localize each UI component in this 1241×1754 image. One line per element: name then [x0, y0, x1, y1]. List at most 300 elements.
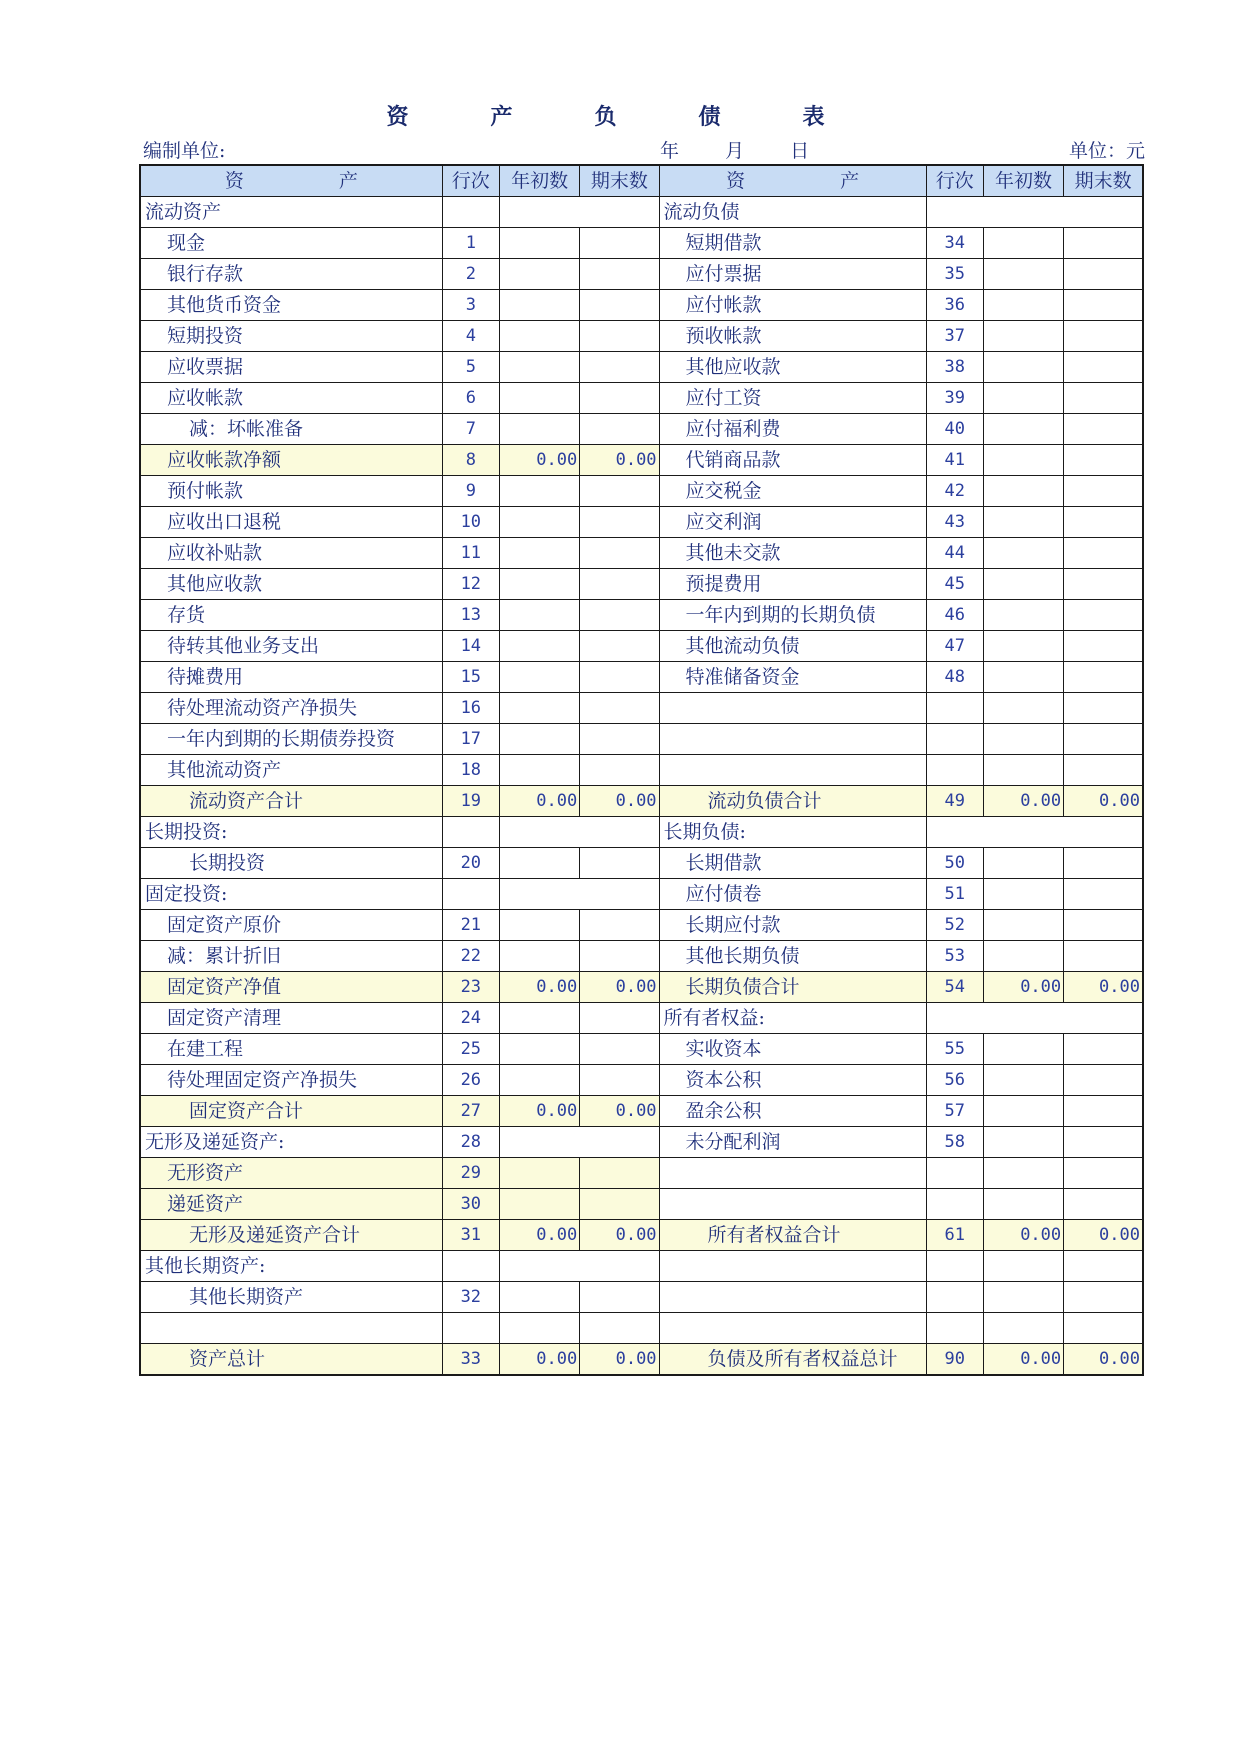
- liability-begin-value[interactable]: [983, 1189, 1063, 1220]
- asset-row-number: 17: [442, 724, 499, 755]
- liability-end-value[interactable]: [1064, 1127, 1143, 1158]
- table-body: [140, 197, 1143, 1376]
- asset-item-label: 应收出口退税: [140, 507, 442, 538]
- asset-begin-value[interactable]: [499, 538, 579, 569]
- liability-end-value[interactable]: [1064, 1158, 1143, 1189]
- liability-begin-value[interactable]: [983, 1251, 1063, 1282]
- liability-end-value[interactable]: [1064, 848, 1143, 879]
- asset-item-label: 流动资产合计: [140, 786, 442, 817]
- asset-item-label: 银行存款: [140, 259, 442, 290]
- asset-row-number: [442, 1313, 499, 1344]
- liability-begin-value[interactable]: [983, 631, 1063, 662]
- asset-item-label: 流动资产: [140, 197, 442, 228]
- liability-begin-value[interactable]: [983, 1313, 1063, 1344]
- liability-end-value[interactable]: [1064, 1034, 1143, 1065]
- asset-begin-value[interactable]: [499, 1282, 579, 1313]
- asset-row-number: [442, 1251, 499, 1282]
- asset-row-number: 2: [442, 259, 499, 290]
- liability-begin-value[interactable]: [983, 507, 1063, 538]
- liability-row-number: 46: [926, 600, 983, 631]
- asset-item-label: 一年内到期的长期债券投资: [140, 724, 442, 755]
- liability-begin-value[interactable]: [983, 724, 1063, 755]
- asset-end-value[interactable]: [580, 290, 659, 321]
- liability-item-label: 一年内到期的长期负债: [659, 600, 926, 631]
- asset-begin-value[interactable]: 0.00: [499, 1096, 579, 1127]
- asset-begin-value[interactable]: 0.00: [499, 445, 579, 476]
- asset-item-label: 应收帐款: [140, 383, 442, 414]
- liability-end-value[interactable]: [1064, 445, 1143, 476]
- liability-end-value[interactable]: [1064, 1251, 1143, 1282]
- asset-begin-value[interactable]: [499, 569, 579, 600]
- liability-item-label: 应交税金: [659, 476, 926, 507]
- asset-begin-value[interactable]: [499, 414, 579, 445]
- table-row: [140, 383, 1143, 414]
- asset-end-value[interactable]: [580, 1313, 659, 1344]
- liability-begin-value[interactable]: 0.00: [983, 1220, 1063, 1251]
- asset-row-number: 1: [442, 228, 499, 259]
- liability-end-value[interactable]: [1064, 693, 1143, 724]
- asset-row-number: 5: [442, 352, 499, 383]
- asset-end-value[interactable]: [580, 383, 659, 414]
- liability-end-value[interactable]: [1064, 414, 1143, 445]
- asset-end-value[interactable]: [580, 414, 659, 445]
- liability-begin-value[interactable]: [983, 321, 1063, 352]
- liability-item-label: 资本公积: [659, 1065, 926, 1096]
- asset-item-label: 资产总计: [140, 1344, 442, 1376]
- asset-end-value[interactable]: [580, 1034, 659, 1065]
- asset-begin-value[interactable]: [499, 228, 579, 259]
- liability-end-value[interactable]: [1064, 476, 1143, 507]
- asset-begin-value[interactable]: [499, 352, 579, 383]
- asset-item-label: 固定资产清理: [140, 1003, 442, 1034]
- asset-row-number: 31: [442, 1220, 499, 1251]
- liability-item-label: 其他未交款: [659, 538, 926, 569]
- balance-sheet-table: [139, 164, 1144, 1376]
- liability-item-label: 负债及所有者权益总计: [659, 1344, 926, 1376]
- table-row: [140, 724, 1143, 755]
- liability-begin-value[interactable]: 0.00: [983, 1344, 1063, 1376]
- header-end-balance-2: 期末数: [1064, 165, 1143, 197]
- liability-item-label: [659, 1158, 926, 1189]
- asset-end-value[interactable]: [580, 321, 659, 352]
- asset-end-value[interactable]: 0.00: [580, 1344, 659, 1376]
- liability-row-number: 37: [926, 321, 983, 352]
- table-row: [140, 228, 1143, 259]
- liability-row-number: [926, 755, 983, 786]
- table-row: [140, 1251, 1143, 1282]
- liability-row-number: 47: [926, 631, 983, 662]
- asset-begin-value[interactable]: [499, 600, 579, 631]
- liability-row-number: 38: [926, 352, 983, 383]
- asset-item-label: 固定投资:: [140, 879, 442, 910]
- liability-begin-value[interactable]: 0.00: [983, 972, 1063, 1003]
- asset-row-number: 18: [442, 755, 499, 786]
- liability-row-number: 44: [926, 538, 983, 569]
- liability-end-value[interactable]: [1064, 228, 1143, 259]
- liability-row-number: 51: [926, 879, 983, 910]
- liability-begin-value[interactable]: [983, 352, 1063, 383]
- asset-end-value[interactable]: 0.00: [580, 445, 659, 476]
- asset-row-number: 14: [442, 631, 499, 662]
- asset-row-number: 30: [442, 1189, 499, 1220]
- liability-end-value[interactable]: [1064, 879, 1143, 910]
- table-row: [140, 631, 1143, 662]
- liability-section-blank: [926, 817, 1143, 848]
- liability-begin-value[interactable]: [983, 445, 1063, 476]
- asset-item-label: 存货: [140, 600, 442, 631]
- asset-end-value[interactable]: [580, 755, 659, 786]
- asset-end-value[interactable]: [580, 662, 659, 693]
- asset-section-blank: [499, 1127, 659, 1158]
- asset-end-value[interactable]: [580, 600, 659, 631]
- asset-end-value[interactable]: [580, 693, 659, 724]
- asset-item-label: 其他长期资产: [140, 1282, 442, 1313]
- liability-end-value[interactable]: [1064, 1189, 1143, 1220]
- liability-begin-value[interactable]: [983, 1065, 1063, 1096]
- asset-end-value[interactable]: [580, 724, 659, 755]
- asset-row-number: [442, 817, 499, 848]
- date-year: 年: [660, 140, 680, 162]
- asset-end-value[interactable]: [580, 507, 659, 538]
- asset-end-value[interactable]: [580, 1065, 659, 1096]
- liability-row-number: 41: [926, 445, 983, 476]
- table-row: [140, 848, 1143, 879]
- table-row: [140, 1065, 1143, 1096]
- header-liability: 资 产: [659, 165, 926, 197]
- asset-item-label: 待摊费用: [140, 662, 442, 693]
- liability-end-value[interactable]: [1064, 755, 1143, 786]
- liability-row-number: 49: [926, 786, 983, 817]
- asset-item-label: 其他长期资产:: [140, 1251, 442, 1282]
- asset-end-value[interactable]: [580, 631, 659, 662]
- liability-begin-value[interactable]: [983, 1127, 1063, 1158]
- asset-end-value[interactable]: [580, 1003, 659, 1034]
- asset-end-value[interactable]: 0.00: [580, 786, 659, 817]
- liability-begin-value[interactable]: [983, 1282, 1063, 1313]
- asset-end-value[interactable]: [580, 848, 659, 879]
- liability-begin-value[interactable]: [983, 569, 1063, 600]
- liability-item-label: 代销商品款: [659, 445, 926, 476]
- liability-item-label: 未分配利润: [659, 1127, 926, 1158]
- liability-begin-value[interactable]: [983, 1096, 1063, 1127]
- liability-row-number: 58: [926, 1127, 983, 1158]
- liability-row-number: 54: [926, 972, 983, 1003]
- table-row: [140, 1158, 1143, 1189]
- asset-begin-value[interactable]: [499, 631, 579, 662]
- liability-section-blank: [926, 197, 1143, 228]
- liability-begin-value[interactable]: [983, 600, 1063, 631]
- table-row: [140, 445, 1143, 476]
- asset-row-number: 28: [442, 1127, 499, 1158]
- liability-row-number: 39: [926, 383, 983, 414]
- liability-row-number: 42: [926, 476, 983, 507]
- table-row: [140, 941, 1143, 972]
- liability-item-label: 长期借款: [659, 848, 926, 879]
- asset-item-label: 递延资产: [140, 1189, 442, 1220]
- liability-row-number: 40: [926, 414, 983, 445]
- asset-begin-value[interactable]: [499, 724, 579, 755]
- asset-begin-value[interactable]: [499, 1003, 579, 1034]
- table-row: [140, 693, 1143, 724]
- liability-item-label: 所有者权益合计: [659, 1220, 926, 1251]
- liability-end-value[interactable]: [1064, 259, 1143, 290]
- table-row: [140, 476, 1143, 507]
- liability-end-value[interactable]: [1064, 538, 1143, 569]
- liability-end-value[interactable]: [1064, 941, 1143, 972]
- asset-section-blank: [499, 879, 659, 910]
- liability-end-value[interactable]: [1064, 383, 1143, 414]
- asset-row-number: 19: [442, 786, 499, 817]
- table-row: [140, 786, 1143, 817]
- asset-row-number: 29: [442, 1158, 499, 1189]
- liability-row-number: [926, 1251, 983, 1282]
- asset-begin-value[interactable]: [499, 383, 579, 414]
- asset-begin-value[interactable]: [499, 1313, 579, 1344]
- asset-end-value[interactable]: 0.00: [580, 1096, 659, 1127]
- asset-item-label: 预付帐款: [140, 476, 442, 507]
- table-row: [140, 1282, 1143, 1313]
- liability-end-value[interactable]: [1064, 1282, 1143, 1313]
- asset-end-value[interactable]: [580, 1189, 659, 1220]
- liability-row-number: 56: [926, 1065, 983, 1096]
- asset-begin-value[interactable]: [499, 755, 579, 786]
- asset-row-number: 27: [442, 1096, 499, 1127]
- asset-row-number: 15: [442, 662, 499, 693]
- asset-begin-value[interactable]: [499, 693, 579, 724]
- asset-item-label: 在建工程: [140, 1034, 442, 1065]
- liability-begin-value[interactable]: [983, 259, 1063, 290]
- asset-item-label: 应收补贴款: [140, 538, 442, 569]
- table-row: [140, 600, 1143, 631]
- asset-row-number: 33: [442, 1344, 499, 1376]
- table-row: [140, 352, 1143, 383]
- header-row-number: 行次: [442, 165, 499, 197]
- liability-end-value[interactable]: [1064, 910, 1143, 941]
- asset-end-value[interactable]: [580, 228, 659, 259]
- liability-row-number: 48: [926, 662, 983, 693]
- liability-end-value[interactable]: [1064, 507, 1143, 538]
- liability-end-value[interactable]: 0.00: [1064, 972, 1143, 1003]
- liability-item-label: 预收帐款: [659, 321, 926, 352]
- asset-begin-value[interactable]: [499, 910, 579, 941]
- liability-row-number: [926, 1313, 983, 1344]
- liability-row-number: [926, 1158, 983, 1189]
- liability-row-number: 53: [926, 941, 983, 972]
- table-row: [140, 879, 1143, 910]
- asset-item-label: 现金: [140, 228, 442, 259]
- asset-begin-value[interactable]: [499, 1065, 579, 1096]
- asset-end-value[interactable]: [580, 259, 659, 290]
- asset-row-number: 12: [442, 569, 499, 600]
- table-row: [140, 197, 1143, 228]
- asset-item-label: 无形及递延资产合计: [140, 1220, 442, 1251]
- header-end-balance: 期末数: [580, 165, 659, 197]
- asset-end-value[interactable]: 0.00: [580, 972, 659, 1003]
- liability-begin-value[interactable]: [983, 414, 1063, 445]
- liability-row-number: 52: [926, 910, 983, 941]
- liability-row-number: 45: [926, 569, 983, 600]
- asset-item-label: 待处理固定资产净损失: [140, 1065, 442, 1096]
- table-row: [140, 538, 1143, 569]
- liability-begin-value[interactable]: 0.00: [983, 786, 1063, 817]
- liability-item-label: 应付债卷: [659, 879, 926, 910]
- liability-item-label: 实收资本: [659, 1034, 926, 1065]
- report-date: [660, 136, 849, 163]
- asset-begin-value[interactable]: [499, 941, 579, 972]
- liability-end-value[interactable]: [1064, 1096, 1143, 1127]
- liability-item-label: 应付工资: [659, 383, 926, 414]
- asset-begin-value[interactable]: [499, 1189, 579, 1220]
- asset-row-number: 20: [442, 848, 499, 879]
- asset-end-value[interactable]: [580, 941, 659, 972]
- asset-section-blank: [499, 197, 659, 228]
- liability-section-blank: [926, 1003, 1143, 1034]
- asset-section-blank: [499, 817, 659, 848]
- liability-row-number: [926, 693, 983, 724]
- asset-item-label: 应收帐款净额: [140, 445, 442, 476]
- asset-end-value[interactable]: [580, 569, 659, 600]
- sheet-title: 资 产 负 债 表: [386, 105, 855, 130]
- asset-row-number: 24: [442, 1003, 499, 1034]
- liability-end-value[interactable]: [1064, 321, 1143, 352]
- liability-begin-value[interactable]: [983, 290, 1063, 321]
- liability-begin-value[interactable]: [983, 228, 1063, 259]
- liability-end-value[interactable]: 0.00: [1064, 1344, 1143, 1376]
- liability-end-value[interactable]: [1064, 1065, 1143, 1096]
- liability-end-value[interactable]: [1064, 569, 1143, 600]
- asset-end-value[interactable]: [580, 910, 659, 941]
- asset-item-label: 固定资产原价: [140, 910, 442, 941]
- asset-end-value[interactable]: [580, 352, 659, 383]
- liability-end-value[interactable]: [1064, 1313, 1143, 1344]
- asset-item-label: 无形资产: [140, 1158, 442, 1189]
- liability-begin-value[interactable]: [983, 848, 1063, 879]
- liability-end-value[interactable]: 0.00: [1064, 786, 1143, 817]
- liability-begin-value[interactable]: [983, 693, 1063, 724]
- liability-end-value[interactable]: [1064, 724, 1143, 755]
- liability-item-label: [659, 693, 926, 724]
- asset-begin-value[interactable]: [499, 1158, 579, 1189]
- liability-item-label: 应付福利费: [659, 414, 926, 445]
- liability-end-value[interactable]: 0.00: [1064, 1220, 1143, 1251]
- liability-begin-value[interactable]: [983, 755, 1063, 786]
- header-begin-balance-2: 年初数: [983, 165, 1063, 197]
- date-month: 月: [725, 140, 745, 162]
- asset-begin-value[interactable]: [499, 848, 579, 879]
- table-row: [140, 972, 1143, 1003]
- table-row: [140, 1313, 1143, 1344]
- asset-end-value[interactable]: [580, 1158, 659, 1189]
- liability-end-value[interactable]: [1064, 352, 1143, 383]
- asset-row-number: 13: [442, 600, 499, 631]
- liability-row-number: [926, 1189, 983, 1220]
- liability-end-value[interactable]: [1064, 290, 1143, 321]
- liability-begin-value[interactable]: [983, 1158, 1063, 1189]
- liability-begin-value[interactable]: [983, 538, 1063, 569]
- asset-row-number: 8: [442, 445, 499, 476]
- liability-begin-value[interactable]: [983, 879, 1063, 910]
- asset-item-label: [140, 1313, 442, 1344]
- liability-row-number: 55: [926, 1034, 983, 1065]
- asset-end-value[interactable]: [580, 1282, 659, 1313]
- liability-begin-value[interactable]: [983, 1034, 1063, 1065]
- liability-item-label: [659, 1282, 926, 1313]
- asset-item-label: 待转其他业务支出: [140, 631, 442, 662]
- asset-row-number: 25: [442, 1034, 499, 1065]
- asset-item-label: 待处理流动资产净损失: [140, 693, 442, 724]
- date-day: 日: [790, 140, 810, 162]
- liability-item-label: 盈余公积: [659, 1096, 926, 1127]
- liability-begin-value[interactable]: [983, 383, 1063, 414]
- liability-row-number: [926, 724, 983, 755]
- liability-end-value[interactable]: [1064, 662, 1143, 693]
- asset-row-number: 23: [442, 972, 499, 1003]
- asset-begin-value[interactable]: [499, 321, 579, 352]
- asset-item-label: 长期投资:: [140, 817, 442, 848]
- table-row: [140, 1003, 1143, 1034]
- asset-item-label: 其他货币资金: [140, 290, 442, 321]
- liability-begin-value[interactable]: [983, 476, 1063, 507]
- liability-item-label: 长期负债合计: [659, 972, 926, 1003]
- asset-item-label: 固定资产净值: [140, 972, 442, 1003]
- liability-begin-value[interactable]: [983, 941, 1063, 972]
- liability-begin-value[interactable]: [983, 662, 1063, 693]
- asset-end-value[interactable]: [580, 538, 659, 569]
- liability-row-number: 50: [926, 848, 983, 879]
- asset-end-value[interactable]: [580, 476, 659, 507]
- asset-item-label: 长期投资: [140, 848, 442, 879]
- asset-row-number: 10: [442, 507, 499, 538]
- asset-begin-value[interactable]: 0.00: [499, 972, 579, 1003]
- asset-begin-value[interactable]: [499, 259, 579, 290]
- table-row: [140, 1096, 1143, 1127]
- asset-begin-value[interactable]: [499, 1034, 579, 1065]
- asset-begin-value[interactable]: 0.00: [499, 1220, 579, 1251]
- liability-begin-value[interactable]: [983, 910, 1063, 941]
- asset-row-number: 11: [442, 538, 499, 569]
- table-row: [140, 321, 1143, 352]
- asset-begin-value[interactable]: [499, 662, 579, 693]
- asset-begin-value[interactable]: [499, 476, 579, 507]
- asset-begin-value[interactable]: 0.00: [499, 1344, 579, 1376]
- header-row-number-2: 行次: [926, 165, 983, 197]
- asset-row-number: 7: [442, 414, 499, 445]
- asset-begin-value[interactable]: [499, 507, 579, 538]
- currency-unit: 单位：元: [1068, 140, 1145, 162]
- asset-item-label: 减：累计折旧: [140, 941, 442, 972]
- liability-item-label: [659, 1251, 926, 1282]
- liability-item-label: 特准储备资金: [659, 662, 926, 693]
- asset-item-label: 其他应收款: [140, 569, 442, 600]
- asset-begin-value[interactable]: 0.00: [499, 786, 579, 817]
- liability-item-label: 应付帐款: [659, 290, 926, 321]
- asset-item-label: 无形及递延资产:: [140, 1127, 442, 1158]
- liability-item-label: 所有者权益:: [659, 1003, 926, 1034]
- asset-item-label: 应收票据: [140, 352, 442, 383]
- liability-row-number: 34: [926, 228, 983, 259]
- asset-row-number: 6: [442, 383, 499, 414]
- header-row: [140, 165, 1143, 197]
- table-row: [140, 1034, 1143, 1065]
- asset-begin-value[interactable]: [499, 290, 579, 321]
- asset-end-value[interactable]: 0.00: [580, 1220, 659, 1251]
- liability-end-value[interactable]: [1064, 631, 1143, 662]
- table-row: [140, 569, 1143, 600]
- liability-row-number: 36: [926, 290, 983, 321]
- liability-item-label: 应付票据: [659, 259, 926, 290]
- liability-end-value[interactable]: [1064, 600, 1143, 631]
- liability-item-label: 短期借款: [659, 228, 926, 259]
